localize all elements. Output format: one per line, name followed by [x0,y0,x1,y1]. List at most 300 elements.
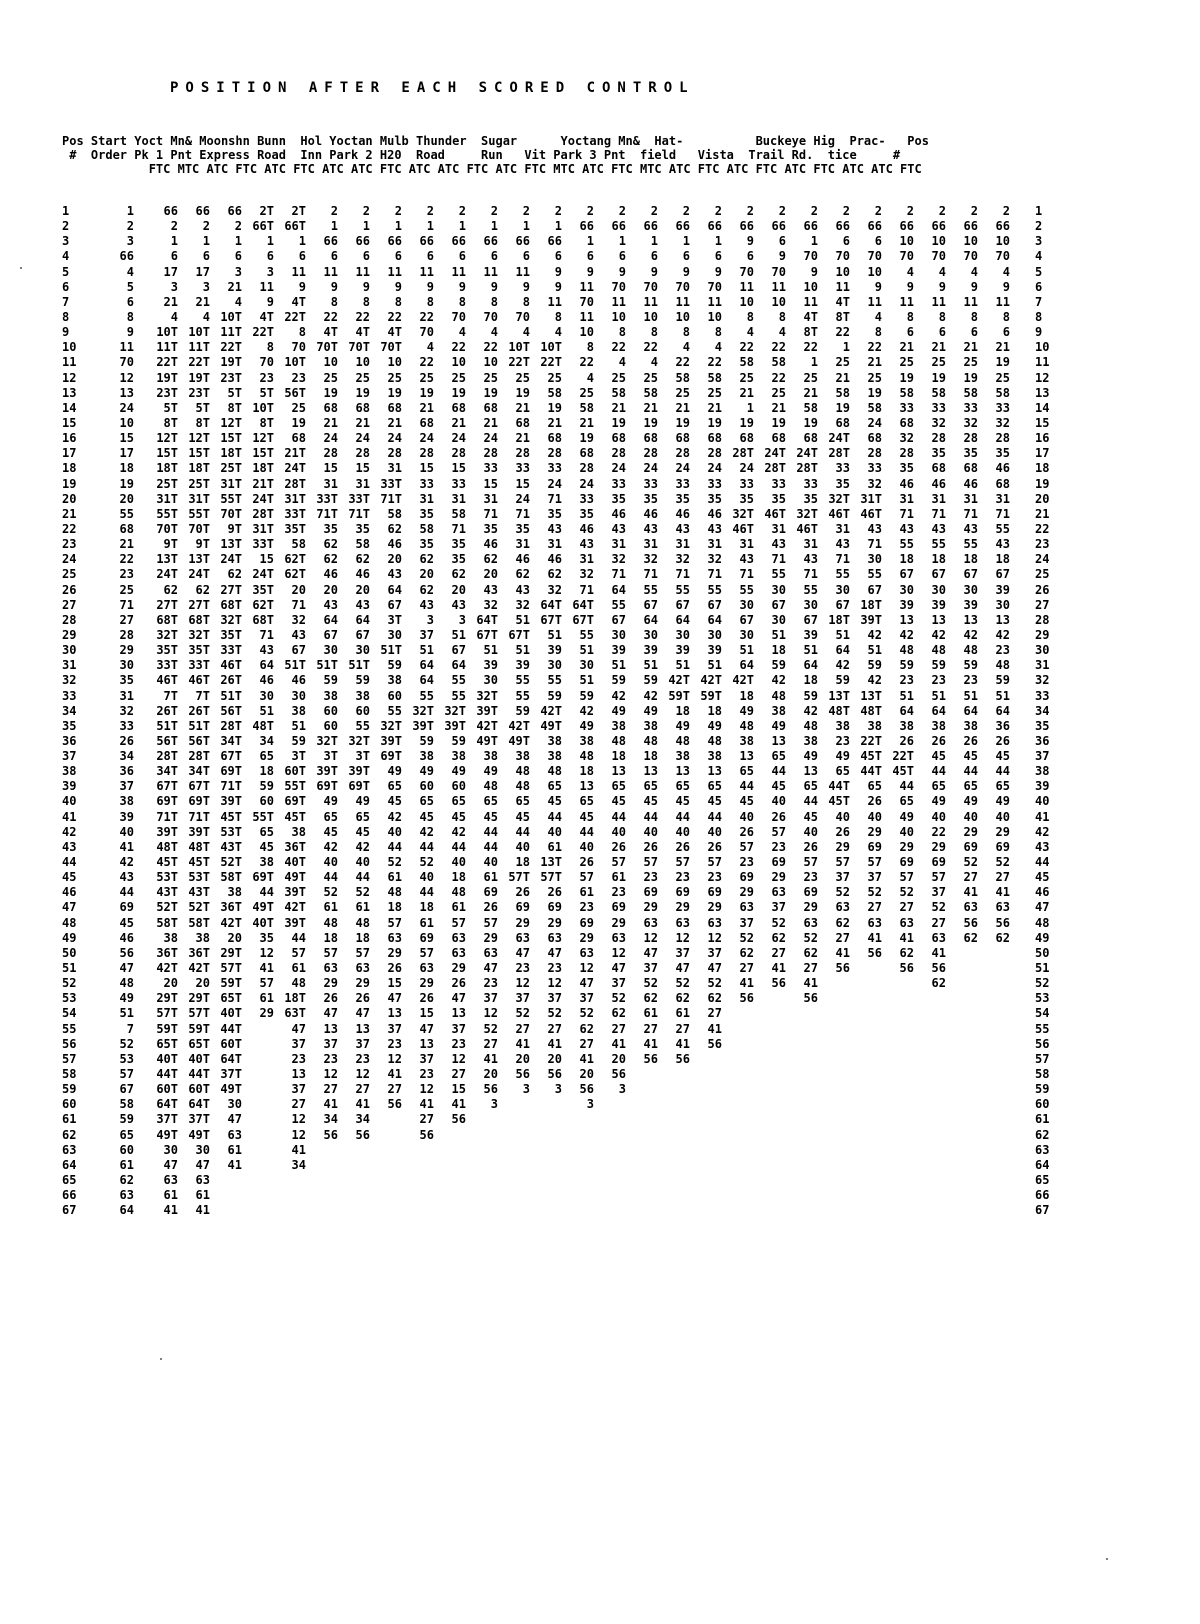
table-cell: 66 [611,219,626,234]
table-cell: 49 [963,794,978,809]
table-cell: 11 [515,264,530,279]
table-cell: 15T [188,446,210,461]
table-cell: 7 [62,294,70,309]
table-cell: 63 [227,1127,242,1142]
table-cell: 30 [291,688,306,703]
table-cell: 39T [188,824,210,839]
table-cell: 24 [579,476,594,491]
table-cell: 58 [355,537,370,552]
table-cell: 25 [931,355,946,370]
table-cell: 5 [62,264,70,279]
table-cell: 11 [62,355,77,370]
table-cell: 57 [387,915,402,930]
table-cell: 10 [675,309,690,324]
table-cell: 2 [682,204,690,218]
table-cell: 33 [579,491,594,506]
table-cell: 68 [387,400,402,415]
table-cell: 52 [483,1021,498,1036]
table-cell: 43 [515,582,530,597]
table-cell: 31T [156,491,178,506]
table-cell: 6 [650,249,658,264]
table-cell: 58 [835,385,850,400]
table-cell: 15 [451,1082,466,1097]
table-cell: 65 [995,779,1010,794]
table-cell: 68 [643,431,658,446]
table-cell: 35 [515,521,530,536]
table-cell: 61 [119,1157,134,1172]
table-cell: 18 [387,900,402,915]
table-cell: 18 [259,764,274,779]
table-cell: 12 [675,930,690,945]
table-cell: 8T [195,415,210,430]
table-cell: 20 [419,567,434,582]
table-cell: 18T [252,461,274,476]
table-cell: 65 [675,779,690,794]
table-cell: 15T [156,446,178,461]
table-cell: 21 [119,537,134,552]
table-cell: 12T [188,431,210,446]
table-cell: 21 [451,415,466,430]
table-cell: 37 [867,870,882,885]
table-cell: 25 [515,370,530,385]
table-cell: 59 [803,688,818,703]
table-cell: 13T [156,552,178,567]
table-cell: 62 [419,582,434,597]
table-cell: 4 [746,325,754,340]
table-column [308,204,338,1143]
table-cell: 38 [119,794,134,809]
table-cell: 44 [323,870,338,885]
table-cell: 29 [963,824,978,839]
table-cell: 32 [931,415,946,430]
table-cell: 44 [707,809,722,824]
table-cell: 21 [1035,506,1050,521]
table-cell: 42 [931,627,946,642]
table-cell: 42 [643,688,658,703]
table-cell: 10T [156,325,178,340]
table-cell: 71 [547,491,562,506]
table-cell: 53T [220,824,242,839]
table-cell: 28 [675,446,690,461]
table-cell: 43 [355,597,370,612]
table-cell: 3 [458,612,466,627]
table-cell: 9 [586,264,594,279]
table-cell: 41 [771,961,786,976]
table-cell: 15 [119,431,134,446]
table-cell: 48 [1035,915,1050,930]
table-cell: 17 [163,264,178,279]
table-cell: 1 [618,234,626,249]
table-cell: 24T [156,567,178,582]
table-cell: 69 [547,900,562,915]
table-cell: 56 [387,1097,402,1112]
table-cell: 57 [611,855,626,870]
table-cell: 45T [892,764,914,779]
table-cell: 25 [291,400,306,415]
table-cell: 70 [119,355,134,370]
table-cell: 64 [707,612,722,627]
table-cell: 68 [707,431,722,446]
table-cell: 68T [156,612,178,627]
table-cell: 10 [355,355,370,370]
table-cell: 34T [188,764,210,779]
table-cell: 24T [252,491,274,506]
table-cell: 47 [355,1006,370,1021]
table-cell: 26 [963,733,978,748]
table-cell: 26 [899,733,914,748]
table-cell: 55 [771,567,786,582]
table-cell: 27 [867,900,882,915]
table-cell: 51 [867,643,882,658]
table-cell: 64 [323,612,338,627]
table-cell: 24 [451,431,466,446]
table-cell: 60 [259,794,274,809]
table-cell: 49T [220,1082,242,1097]
table-cell: 40 [995,809,1010,824]
table-column [1035,204,1065,1218]
table-cell: 71 [579,582,594,597]
table-cell: 68T [220,597,242,612]
table-cell: 11 [451,264,466,279]
table-cell: 42 [419,824,434,839]
table-cell: 71T [316,506,338,521]
table-cell: 4 [202,309,210,324]
table-cell: 65 [899,794,914,809]
table-cell: 40 [1035,794,1050,809]
table-cell: 49 [451,764,466,779]
table-cell: 67 [931,567,946,582]
table-cell: 38 [611,718,626,733]
table-cell: 56 [451,1112,466,1127]
table-cell: 9 [682,264,690,279]
table-cell: 24 [62,552,77,567]
table-cell: 8 [490,294,498,309]
table-cell: 63T [284,1006,306,1021]
table-column [724,204,754,1006]
table-cell: 2 [746,204,754,218]
table-cell: 41 [611,1036,626,1051]
table-cell: 48 [291,976,306,991]
table-cell: 13T [540,855,562,870]
table-cell: 45 [119,915,134,930]
table-cell: 6 [490,249,498,264]
table-cell: 30 [483,673,498,688]
table-cell: 1 [126,204,134,218]
table-cell: 62 [707,991,722,1006]
table-cell: 63 [387,930,402,945]
table-cell: 18 [451,870,466,885]
table-cell: 64 [387,582,402,597]
table-cell: 6 [842,234,850,249]
table-cell: 45 [355,824,370,839]
table-cell: 1 [682,234,690,249]
table-cell: 46 [119,930,134,945]
table-cell: 24 [355,431,370,446]
table-cell: 32 [899,431,914,446]
table-cell: 51 [643,658,658,673]
table-cell: 30 [771,612,786,627]
table-cell: 55 [387,703,402,718]
table-cell: 19 [835,400,850,415]
table-cell: 6 [266,249,274,264]
table-cell: 63 [803,915,818,930]
table-cell: 27 [323,1082,338,1097]
table-cell: 41 [387,1067,402,1082]
table-cell: 69 [995,839,1010,854]
table-cell: 2 [126,219,134,234]
table-cell: 1 [810,234,818,249]
table-cell: 57 [62,1051,77,1066]
table-cell: 56 [899,961,914,976]
table-cell: 52 [771,915,786,930]
table-cell: 43 [803,552,818,567]
table-cell: 40 [579,839,594,854]
table-cell: 61 [579,885,594,900]
table-cell: 65 [323,809,338,824]
table-cell: 45 [739,794,754,809]
table-cell: 70 [675,279,690,294]
table-cell: 64T [188,1097,210,1112]
table-cell: 58 [931,385,946,400]
table-cell: 26 [323,991,338,1006]
table-cell: 68 [355,400,370,415]
table-cell: 5T [259,385,274,400]
table-cell: 23 [963,673,978,688]
table-cell: 11 [259,279,274,294]
table-cell: 2 [874,204,882,218]
table-cell: 26 [611,839,626,854]
table-cell: 19 [419,385,434,400]
table-cell: 25 [899,355,914,370]
table-cell: 67T [156,779,178,794]
table-cell: 44 [1035,855,1050,870]
table-cell: 31 [675,537,690,552]
table-cell: 27 [387,1082,402,1097]
table-cell: 1 [810,355,818,370]
table-cell: 10 [387,355,402,370]
table-cell: 22 [323,309,338,324]
table-cell: 28 [547,446,562,461]
table-cell: 46T [860,506,882,521]
table-cell: 68 [419,415,434,430]
table-cell: 19 [643,415,658,430]
table-cell: 35 [931,446,946,461]
table-cell: 59T [700,688,722,703]
table-cell: 19 [867,385,882,400]
table-cell: 33T [252,537,274,552]
table-cell: 25 [355,370,370,385]
table-cell: 8 [554,309,562,324]
table-cell: 21 [515,400,530,415]
table-cell: 38 [451,749,466,764]
table-cell: 40 [931,809,946,824]
table-cell: 10 [451,355,466,370]
table-cell: 8 [938,309,946,324]
table-cell: 62 [931,976,946,991]
table-cell: 3 [266,264,274,279]
table-cell: 31 [803,537,818,552]
table-cell: 65 [515,794,530,809]
table-cell: 46 [483,537,498,552]
table-cell: 58 [771,355,786,370]
table-cell: 10 [931,234,946,249]
table-cell: 63 [323,961,338,976]
table-cell: 19 [995,355,1010,370]
table-cell: 10 [867,264,882,279]
table-cell: 66 [739,219,754,234]
table-cell: 39T [860,612,882,627]
table-cell: 37 [355,1036,370,1051]
table-cell: 4 [586,370,594,385]
table-cell: 35T [188,643,210,658]
table-cell: 48 [899,643,914,658]
table-cell: 18 [803,673,818,688]
table-cell: 57T [508,870,530,885]
table-cell: 22 [611,340,626,355]
table-cell: 41 [579,1051,594,1066]
table-cell: 44 [963,764,978,779]
table-cell: 63 [119,1188,134,1203]
table-cell: 25 [675,385,690,400]
table-cell: 4 [714,340,722,355]
table-cell: 29T [220,945,242,960]
table-column [788,204,818,1006]
table-cell: 66 [931,219,946,234]
table-cell: 55 [995,521,1010,536]
table-cell: 8 [650,325,658,340]
table-cell: 68 [803,431,818,446]
table-cell: 47 [579,976,594,991]
table-cell: 9T [163,537,178,552]
table-cell: 6 [714,249,722,264]
table-cell: 48 [579,749,594,764]
table-cell: 68 [739,431,754,446]
table-cell: 32T [796,506,818,521]
table-cell: 56 [675,1051,690,1066]
table-cell: 46 [1035,885,1050,900]
table-cell: 28 [611,446,626,461]
table-column [564,204,594,1112]
table-cell: 48T [156,839,178,854]
table-cell: 39 [611,643,626,658]
table-cell: 2 [586,204,594,218]
table-cell: 29 [259,1006,274,1021]
table-cell: 63 [899,915,914,930]
table-cell: 24T [764,446,786,461]
table-cell: 63 [707,915,722,930]
table-cell: 58 [611,385,626,400]
table-cell: 8T [227,400,242,415]
table-cell: 59 [355,673,370,688]
table-cell: 37 [419,1051,434,1066]
table-cell: 57T [188,1006,210,1021]
table-cell: 18 [771,643,786,658]
table-cell: 65 [963,779,978,794]
table-cell: 39 [1035,779,1050,794]
table-cell: 48 [643,733,658,748]
table-cell: 55 [451,673,466,688]
table-cell: 7T [163,688,178,703]
table-cell: 45 [771,779,786,794]
table-cell: 27 [515,1021,530,1036]
table-cell: 2T [259,204,274,218]
table-cell: 33 [419,476,434,491]
table-cell: 59 [963,658,978,673]
table-cell: 66 [515,234,530,249]
table-cell: 62 [771,930,786,945]
table-cell: 70T [380,340,402,355]
table-cell: 30 [867,552,882,567]
table-cell: 12 [355,1067,370,1082]
table-cell: 49T [252,900,274,915]
table-cell: 9 [554,279,562,294]
table-cell: 11 [707,294,722,309]
table-cell: 42 [867,627,882,642]
table-cell: 49 [675,718,690,733]
table-cell: 42T [156,961,178,976]
table-cell: 26 [803,839,818,854]
table-cell: 69 [119,900,134,915]
table-cell: 23T [156,385,178,400]
table-cell: 67T [508,627,530,642]
table-cell: 27 [771,945,786,960]
table-cell: 8T [803,325,818,340]
table-cell: 66 [867,219,882,234]
table-cell: 43 [323,597,338,612]
table-cell: 20 [483,1067,498,1082]
table-cell: 32T [412,703,434,718]
table-cell: 35 [451,552,466,567]
table-cell: 71 [867,537,882,552]
table-cell: 12 [259,945,274,960]
table-cell: 65 [1035,1173,1050,1187]
table-cell: 34 [1035,703,1050,718]
table-cell: 68 [515,415,530,430]
table-cell: 64 [835,643,850,658]
table-cell: 67T [476,627,498,642]
table-cell: 41 [547,1036,562,1051]
table-cell: 20 [1035,491,1050,506]
table-cell: 47 [323,1006,338,1021]
table-cell: 64T [572,597,594,612]
table-cell: 32T [316,733,338,748]
table-cell: 46T [156,673,178,688]
table-cell: 22 [771,370,786,385]
table-cell: 46 [62,885,77,900]
table-cell: 71 [739,567,754,582]
table-cell: 60 [323,718,338,733]
table-cell: 31 [739,537,754,552]
table-cell: 45 [611,794,626,809]
table-cell: 48 [355,915,370,930]
table-cell: 41 [291,1142,306,1157]
table-cell: 25 [803,370,818,385]
table-cell: 34 [323,1112,338,1127]
table-cell: 27 [291,1097,306,1112]
table-cell: 11 [291,264,306,279]
table-cell: 42 [62,824,77,839]
table-cell: 20 [579,1067,594,1082]
table-cell: 46 [931,476,946,491]
table-cell: 31 [483,491,498,506]
table-cell: 32T [156,627,178,642]
table-cell: 23 [579,900,594,915]
table-cell: 59T [156,1021,178,1036]
table-cell: 9 [906,279,914,294]
table-cell: 10 [483,355,498,370]
table-cell: 22 [419,309,434,324]
table-cell: 51 [419,643,434,658]
